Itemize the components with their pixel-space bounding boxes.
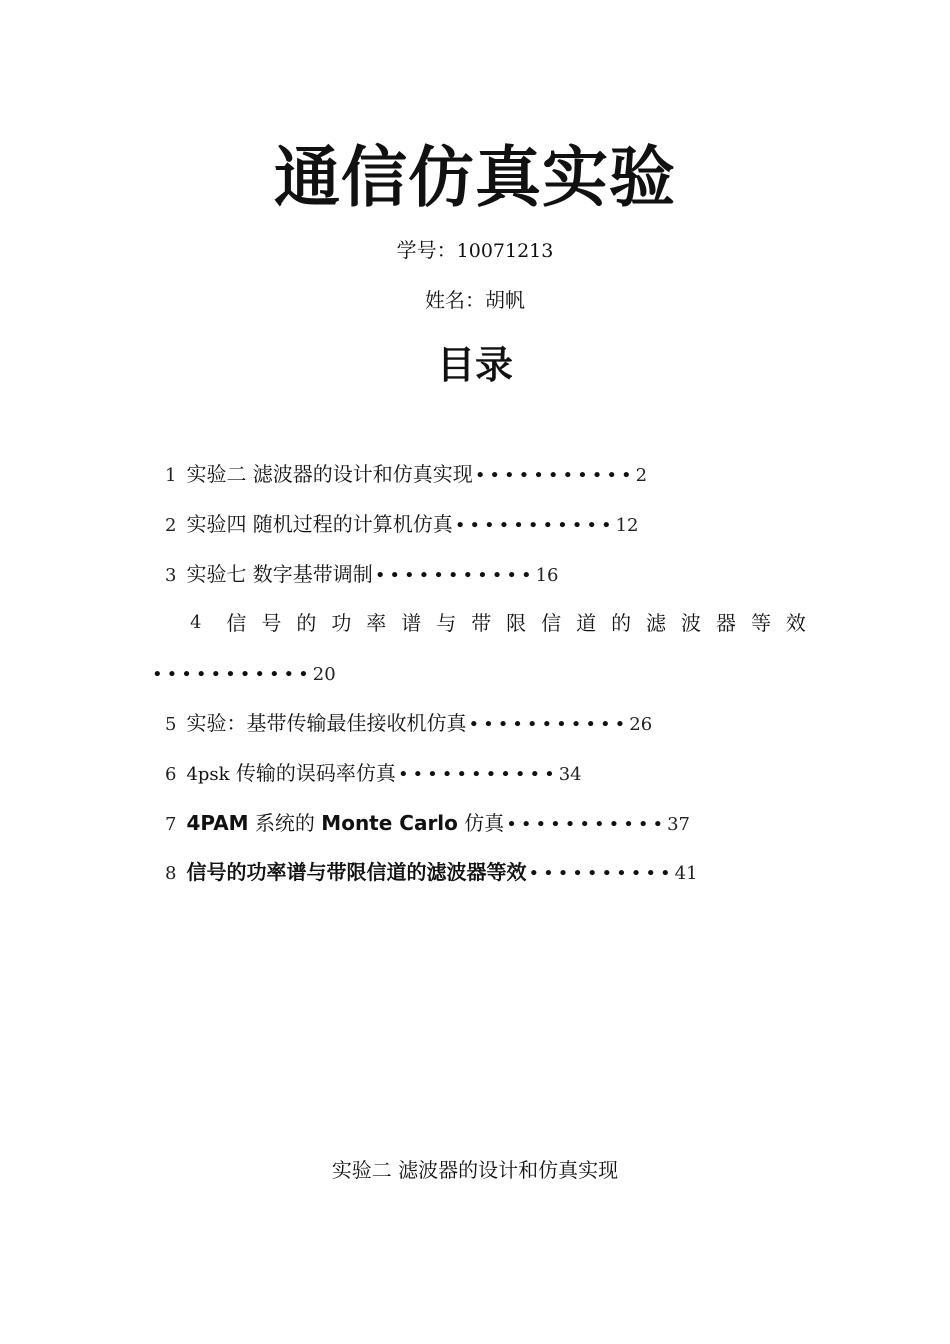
toc-entry-title-char: 效 xyxy=(785,611,806,635)
toc-entry-number: 6 xyxy=(165,764,177,785)
toc-entry-title-char: 等 xyxy=(750,611,771,635)
toc-entry-continuation[interactable] xyxy=(150,658,336,690)
toc-entry-number: 2 xyxy=(165,515,177,536)
student-id-line xyxy=(0,235,950,266)
toc-entry-page: 16 xyxy=(535,565,559,586)
toc-entry-title-char: 谱 xyxy=(401,611,422,635)
toc-entry-title-char: 的 xyxy=(611,611,632,635)
toc-entry[interactable] xyxy=(165,708,652,740)
student-id-label: 学号： xyxy=(396,238,457,262)
toc-entry-page: 12 xyxy=(615,515,639,536)
toc-entry-title-char: 号 xyxy=(261,611,282,635)
toc-entry-page: 20 xyxy=(312,664,336,685)
toc-entry-title-char: 信 xyxy=(541,611,562,635)
toc-entry-title: 实验七 数字基带调制 xyxy=(186,562,373,586)
toc-leader: ••••••••••• xyxy=(468,714,630,735)
toc-leader: ••••••••••• xyxy=(397,764,559,785)
toc-entry-title-char: 信 xyxy=(226,611,247,635)
toc-entry-title-char: 的 xyxy=(296,611,317,635)
toc-leader: ••••••••••• xyxy=(454,515,616,536)
student-name-line xyxy=(0,285,950,315)
toc-entry-title: 传输的误码率仿真 xyxy=(235,761,396,785)
toc-entry-title: 实验二 滤波器的设计和仿真实现 xyxy=(186,462,473,486)
toc-entry-title-char: 率 xyxy=(366,611,387,635)
toc-entry-title-part: 系统的 xyxy=(254,811,315,835)
toc-entry-title-part: 4PAM xyxy=(186,811,249,835)
toc-entry-title-char: 功 xyxy=(331,611,352,635)
toc-entry-page: 41 xyxy=(674,863,698,884)
toc-entry-number: 1 xyxy=(165,465,177,486)
toc-entry-number: 8 xyxy=(165,863,177,884)
toc-entry-page: 37 xyxy=(667,814,690,835)
toc-entry-page: 26 xyxy=(629,714,653,735)
section-heading: 实验二 滤波器的设计和仿真实现 xyxy=(331,1158,619,1182)
toc-entry-number: 4 xyxy=(190,612,202,633)
toc-entry-title-char: 波 xyxy=(681,611,702,635)
toc-entry-title-char: 道 xyxy=(576,611,597,635)
toc-entry-title-char: 器 xyxy=(715,611,736,635)
toc-leader: ••••••••••• xyxy=(506,814,668,835)
toc-entry-title-part: 仿真 xyxy=(464,811,505,835)
toc-heading: 目录 xyxy=(436,343,513,387)
toc-entry[interactable] xyxy=(165,758,582,790)
toc-leader: •••••••••• xyxy=(528,863,675,884)
toc-entry-title-char: 限 xyxy=(506,611,527,635)
document-title: 通信仿真实验 xyxy=(274,139,676,216)
toc-entry[interactable] xyxy=(165,559,559,591)
toc-entry[interactable] xyxy=(165,857,698,889)
toc-entry-title-char: 带 xyxy=(471,611,492,635)
toc-entry-title-char: 滤 xyxy=(646,611,667,635)
toc-entry-title: 实验四 随机过程的计算机仿真 xyxy=(186,512,453,536)
student-id-value: 10071213 xyxy=(456,240,554,262)
toc-entry[interactable] xyxy=(165,808,690,840)
toc-entry-number: 3 xyxy=(165,565,177,586)
toc-entry-page: 2 xyxy=(635,465,648,486)
toc-entry-title-char: 与 xyxy=(436,611,457,635)
toc-entry-title-part: Monte Carlo xyxy=(321,811,458,835)
toc-entry-title: 实验：基带传输最佳接收机仿真 xyxy=(186,711,467,735)
toc-entry-title-prefix: 4psk xyxy=(186,764,230,785)
toc-entry[interactable] xyxy=(165,509,639,541)
student-name-value: 胡帆 xyxy=(485,288,525,312)
toc-leader: ••••••••••• xyxy=(374,565,536,586)
toc-leader: ••••••••••• xyxy=(474,465,636,486)
toc-leader: ••••••••••• xyxy=(152,664,313,685)
toc-entry[interactable] xyxy=(165,459,647,491)
student-name-label: 姓名： xyxy=(425,288,485,312)
toc-entry-number: 5 xyxy=(165,714,177,735)
toc-entry-number: 7 xyxy=(165,814,177,835)
toc-entry-title: 信号的功率谱与带限信道的滤波器等效 xyxy=(186,860,527,884)
toc-entry-justified[interactable] xyxy=(190,608,806,638)
toc-entry-page: 34 xyxy=(558,764,582,785)
